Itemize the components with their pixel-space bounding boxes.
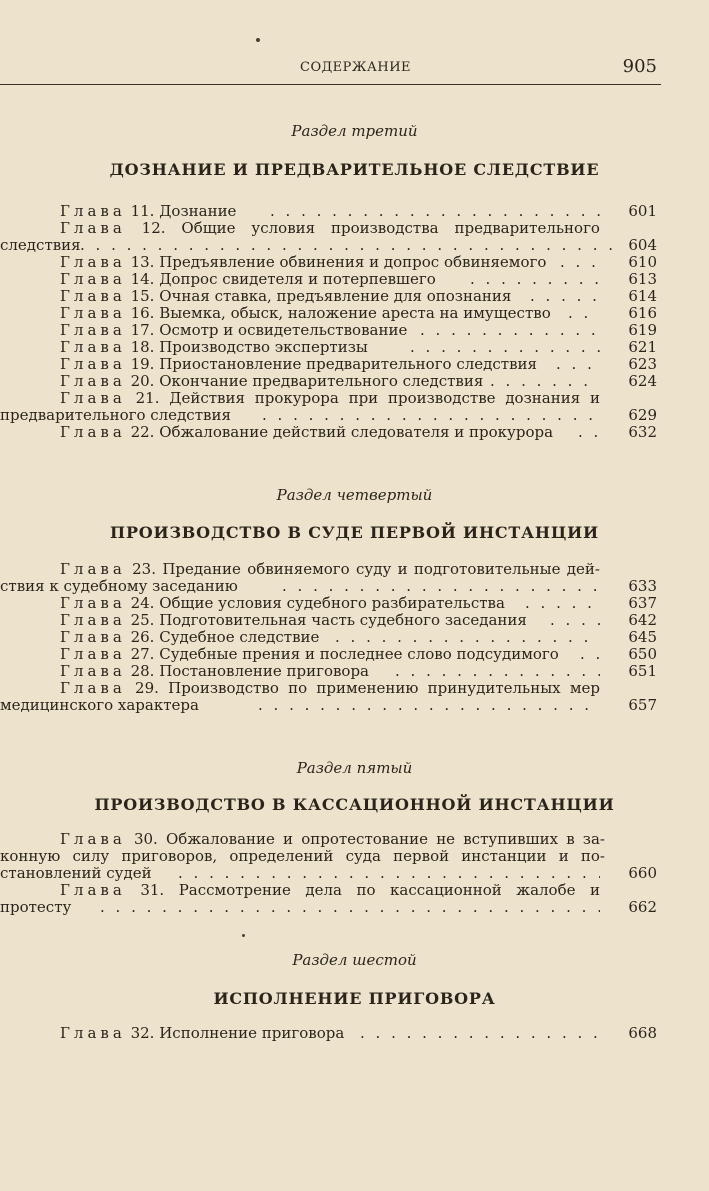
chapter-page: 632 <box>628 423 657 441</box>
chapter-page: 668 <box>628 1024 657 1042</box>
section-title: ПРОИЗВОДСТВО В СУДЕ ПЕРВОЙ ИНСТАНЦИИ <box>110 523 599 542</box>
toc-entry <box>0 560 709 577</box>
chapter-title: Окончание предварительного следствия <box>159 372 484 390</box>
toc-entry <box>0 847 709 864</box>
chapter-prefix: Глава <box>60 830 126 848</box>
chapter-page: 621 <box>628 338 657 356</box>
chapter-page: 604 <box>628 236 657 254</box>
chapter-title: Исполнение приговора <box>159 1024 345 1042</box>
chapter-number: 11. <box>130 202 155 220</box>
toc-entry <box>0 645 709 662</box>
chapter-title: Очная ставка, предъявление для опознания <box>159 287 512 305</box>
chapter-title: Рассмотрение дела по кассационной жалобе и <box>178 881 600 899</box>
chapter-title: Обжалование и опротестование не вступивших в за- <box>166 830 605 848</box>
leader-dots <box>395 662 600 680</box>
chapter-title: Дознание <box>159 202 237 220</box>
chapter-page: 619 <box>628 321 657 339</box>
leader-dots <box>470 270 600 288</box>
toc-entry <box>0 202 709 219</box>
chapter-title: Приостановление предварительного следствия <box>159 355 537 373</box>
chapter-page: 637 <box>628 594 657 612</box>
chapter-page: 624 <box>628 372 657 390</box>
chapter-prefix: Глава <box>60 355 126 373</box>
chapter-number: 22. <box>130 423 155 441</box>
toc-entry <box>0 662 709 679</box>
chapter-number: 19. <box>130 355 155 373</box>
section-title: ДОЗНАНИЕ И ПРЕДВАРИТЕЛЬНОЕ СЛЕДСТВИЕ <box>109 160 600 179</box>
chapter-prefix: Глава <box>60 321 126 339</box>
chapter-title: Общие условия судебного разбирательства <box>159 594 505 612</box>
chapter-number: 12. <box>141 219 166 237</box>
chapter-title: Производство по применению принудительных мер <box>168 679 600 697</box>
chapter-page: 623 <box>628 355 657 373</box>
chapter-prefix: Глава <box>60 1024 126 1042</box>
chapter-prefix: Глава <box>60 270 126 288</box>
leader-dots <box>560 253 600 271</box>
chapter-number: 20. <box>130 372 155 390</box>
toc-entry <box>0 423 709 440</box>
leader-dots <box>530 287 600 305</box>
ink-speck <box>242 934 245 937</box>
leader-dots <box>178 864 600 882</box>
section-label: Раздел третий <box>291 122 418 140</box>
chapter-number: 16. <box>130 304 155 322</box>
chapter-page: 660 <box>628 864 657 882</box>
leader-dots <box>282 577 600 595</box>
toc-entry <box>0 321 709 338</box>
section-title: ИСПОЛНЕНИЕ ПРИГОВОРА <box>213 989 496 1008</box>
chapter-prefix: Глава <box>60 287 126 305</box>
toc-entry <box>0 338 709 355</box>
leader-dots <box>270 202 600 220</box>
chapter-page: 616 <box>628 304 657 322</box>
chapter-prefix: Глава <box>60 253 126 271</box>
chapter-title: Производство экспертизы <box>159 338 368 356</box>
chapter-number: 15. <box>130 287 155 305</box>
leader-dots <box>550 611 600 629</box>
chapter-number: 29. <box>135 679 159 697</box>
chapter-number: 26. <box>130 628 155 646</box>
chapter-page: 610 <box>628 253 657 271</box>
running-title: СОДЕРЖАНИЕ <box>300 60 412 75</box>
chapter-prefix: Глава <box>60 372 126 390</box>
chapter-prefix: Глава <box>60 628 126 646</box>
leader-dots <box>80 236 620 254</box>
chapter-page: 601 <box>628 202 657 220</box>
chapter-prefix: Глава <box>60 304 126 322</box>
chapter-title: Судебное следствие <box>159 628 320 646</box>
chapter-page: 651 <box>628 662 657 680</box>
leader-dots <box>556 355 600 373</box>
leader-dots <box>525 594 600 612</box>
toc-entry <box>0 253 709 270</box>
toc-entry <box>0 219 709 236</box>
toc-entry <box>0 679 709 696</box>
chapter-page: 633 <box>628 577 657 595</box>
chapter-title: Общие условия производства предварительного <box>181 219 600 237</box>
page-number: 905 <box>622 56 657 77</box>
chapter-page: 614 <box>628 287 657 305</box>
chapter-number: 25. <box>130 611 155 629</box>
chapter-title: Выемка, обыск, наложение ареста на имущество <box>159 304 551 322</box>
toc-entry-continuation <box>0 898 709 915</box>
leader-dots <box>100 898 600 916</box>
chapter-title: Судебные прения и последнее слово подсудимого <box>159 645 559 663</box>
toc-entry <box>0 270 709 287</box>
toc-entry-continuation <box>0 696 709 713</box>
chapter-number: 30. <box>133 830 158 848</box>
toc-entry-continuation <box>0 236 709 253</box>
chapter-title-cont: предварительного следствия <box>0 406 231 424</box>
chapter-prefix: Глава <box>60 338 126 356</box>
chapter-prefix: Глава <box>60 662 126 680</box>
toc-entry <box>0 594 709 611</box>
running-head <box>0 58 709 82</box>
section-title: ПРОИЗВОДСТВО В КАССАЦИОННОЙ ИНСТАНЦИИ <box>94 795 615 814</box>
chapter-prefix: Глава <box>60 202 126 220</box>
chapter-title: Подготовительная часть судебного заседания <box>159 611 527 629</box>
section-label: Раздел четвертый <box>276 486 433 504</box>
ink-speck <box>256 38 260 42</box>
chapter-title-cont: протесту <box>0 898 72 916</box>
chapter-prefix: Глава <box>60 389 126 407</box>
toc-entry <box>0 389 709 406</box>
chapter-prefix: Глава <box>60 594 126 612</box>
chapter-title-cont: становлений судей <box>0 864 152 882</box>
chapter-number: 17. <box>130 321 155 339</box>
chapter-page: 613 <box>628 270 657 288</box>
leader-dots <box>568 304 600 322</box>
chapter-title: Постановление приговора <box>159 662 369 680</box>
chapter-title-line2: конную силу приговоров, определений суда первой инстанции и по- <box>0 847 605 865</box>
chapter-prefix: Глава <box>60 645 126 663</box>
chapter-page: 629 <box>628 406 657 424</box>
toc-entry <box>0 830 709 847</box>
chapter-number: 31. <box>140 881 165 899</box>
toc-entry <box>0 611 709 628</box>
toc-entry <box>0 304 709 321</box>
leader-dots <box>578 423 600 441</box>
chapter-title-cont: ствия к судебному заседанию <box>0 577 238 595</box>
leader-dots <box>580 645 600 663</box>
leader-dots <box>490 372 600 390</box>
chapter-number: 18. <box>130 338 155 356</box>
chapter-number: 28. <box>130 662 155 680</box>
leader-dots <box>420 321 600 339</box>
toc-entry <box>0 1024 709 1041</box>
chapter-page: 642 <box>628 611 657 629</box>
chapter-prefix: Глава <box>60 560 126 578</box>
chapter-number: 23. <box>132 560 156 578</box>
chapter-page: 650 <box>628 645 657 663</box>
leader-dots <box>262 406 600 424</box>
toc-entry <box>0 372 709 389</box>
toc-entry <box>0 287 709 304</box>
chapter-title: Допрос свидетеля и потерпевшего <box>159 270 436 288</box>
chapter-number: 24. <box>130 594 155 612</box>
leader-dots <box>410 338 600 356</box>
leader-dots <box>258 696 600 714</box>
chapter-title: Предъявление обвинения и допрос обвиняемого <box>159 253 547 271</box>
chapter-prefix: Глава <box>60 219 126 237</box>
chapter-title: Предание обвиняемого суду и подготовительные дей- <box>162 560 600 578</box>
chapter-page: 645 <box>628 628 657 646</box>
section-label: Раздел пятый <box>296 759 413 777</box>
chapter-prefix: Глава <box>60 881 126 899</box>
leader-dots <box>360 1024 600 1042</box>
chapter-number: 32. <box>130 1024 155 1042</box>
chapter-title-cont: следствия <box>0 236 81 254</box>
toc-entry-continuation <box>0 864 709 881</box>
section-label: Раздел шестой <box>292 951 417 969</box>
header-rule <box>0 84 661 85</box>
chapter-number: 21. <box>135 389 160 407</box>
chapter-title-cont: медицинского характера <box>0 696 199 714</box>
chapter-number: 27. <box>130 645 155 663</box>
leader-dots <box>335 628 600 646</box>
toc-entry <box>0 355 709 372</box>
toc-entry-continuation <box>0 577 709 594</box>
chapter-prefix: Глава <box>60 611 126 629</box>
chapter-prefix: Глава <box>60 679 126 697</box>
chapter-number: 13. <box>130 253 155 271</box>
chapter-number: 14. <box>130 270 155 288</box>
chapter-title: Действия прокурора при производстве дознания и <box>169 389 600 407</box>
chapter-page: 662 <box>628 898 657 916</box>
toc-entry-continuation <box>0 406 709 423</box>
toc-entry <box>0 881 709 898</box>
chapter-title: Обжалование действий следователя и прокурора <box>159 423 554 441</box>
chapter-title: Осмотр и освидетельствование <box>159 321 408 339</box>
chapter-prefix: Глава <box>60 423 126 441</box>
toc-entry <box>0 628 709 645</box>
chapter-page: 657 <box>628 696 657 714</box>
